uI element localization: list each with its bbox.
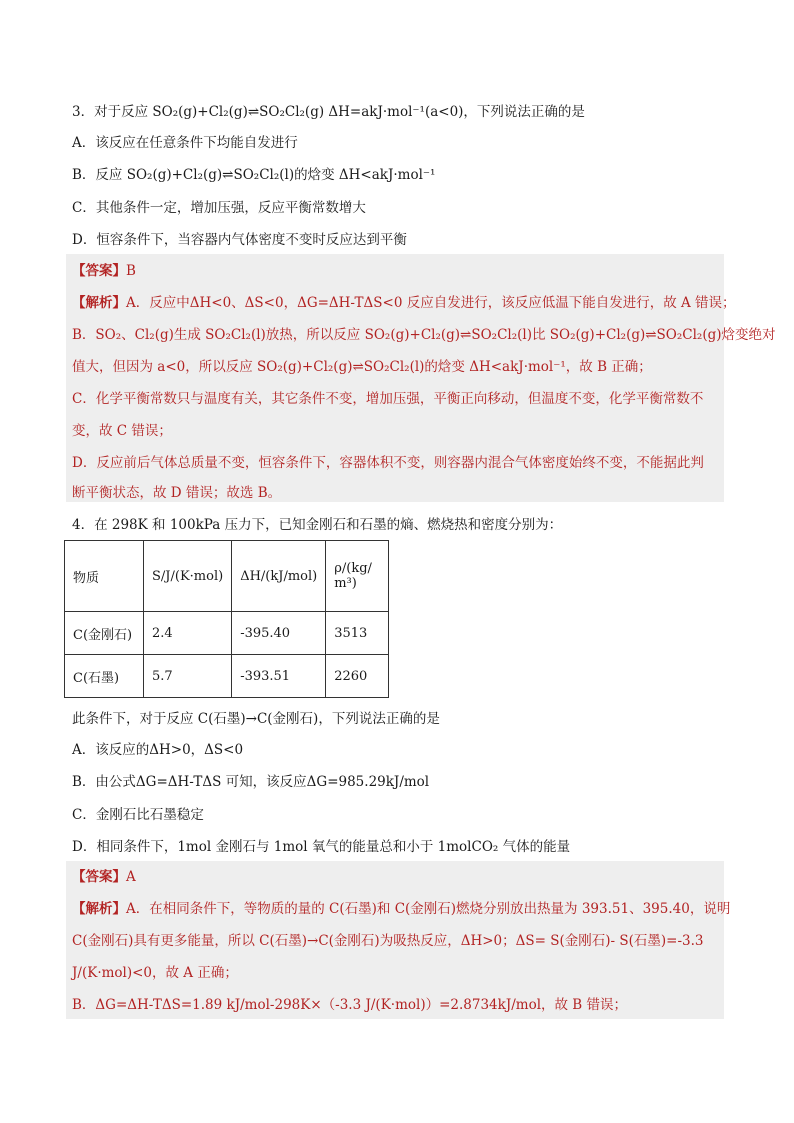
table-cell: C(石墨) [65,655,144,698]
q4-option-d: D．相同条件下，1mol 金刚石与 1mol 氧气的能量总和小于 1molCO₂ 气体的能量 [72,839,571,855]
q3-option-b: B．反应 SO₂(g)+Cl₂(g)⇌SO₂Cl₂(l)的焓变 ΔH<akJ·mol⁻¹ [72,167,436,183]
q3-answer [72,262,136,280]
table-row [65,655,389,698]
q3-analysis-line: 断平衡状态，故 D 错误；故选 B。 [72,485,282,501]
q4-question: 此条件下，对于反应 C(石墨)→C(金刚石)，下列说法正确的是 [72,711,440,727]
q4-answer [72,868,136,886]
q3-answer-value: B [126,263,136,279]
q4-option-b: B．由公式ΔG=ΔH-TΔS 可知，该反应ΔG=985.29kJ/mol [72,774,430,790]
table-header-row [65,541,389,612]
q3-analysis-tag: 【解析】 [72,295,126,311]
table-cell: C(金刚石) [65,612,144,655]
q4-answer-value: A [126,869,136,885]
q4-analysis-line: B．ΔG=ΔH-TΔS=1.89 kJ/mol-298K×（-3.3 J/(K·mol)）=2.8734kJ/mol，故 B 错误； [72,997,628,1013]
q3-option-c: C．其他条件一定，增加压强，反应平衡常数增大 [72,200,366,216]
q4-option-a: A．该反应的ΔH>0，ΔS<0 [72,742,244,758]
table-header-cell: S/J/(K·mol) [144,541,232,612]
table-header-cell: ΔH/(kJ/mol) [232,541,326,612]
table-cell: 5.7 [144,655,232,698]
q3-analysis-line: C．化学平衡常数只与温度有关，其它条件不变，增加压强，平衡正向移动，但温度不变，化学平衡常数不 [72,391,704,407]
q3-stem: 3．对于反应 SO₂(g)+Cl₂(g)⇌SO₂Cl₂(g) ΔH=akJ·mol⁻¹(a<0)，下列说法正确的是 [72,104,585,120]
table-row [65,612,389,655]
q3-analysis-line: D．反应前后气体总质量不变，恒容条件下，容器体积不变，则容器内混合气体密度始终不变，不能据此判 [72,455,704,471]
table-cell: 3513 [326,612,389,655]
q3-answer-tag: 【答案】 [72,263,126,279]
q4-stem: 4．在 298K 和 100kPa 压力下，已知金刚石和石墨的熵、燃烧热和密度分别为： [72,517,563,533]
table-cell: 2.4 [144,612,232,655]
q4-answer-tag: 【答案】 [72,869,126,885]
q3-analysis-line: 值大，但因为 a<0，所以反应 SO₂(g)+Cl₂(g)⇌SO₂Cl₂(l)的焓变 ΔH<akJ·mol⁻¹，故 B 正确； [72,359,652,375]
table-cell: -393.51 [232,655,326,698]
q4-analysis-line: J/(K·mol)<0，故 A 正确； [72,965,238,981]
q4-data-table [64,540,389,698]
table-header-cell: ρ/(kg/m³) [326,541,389,612]
q3-analysis-line: 变，故 C 错误； [72,423,172,439]
q3-analysis-line: 【解析】A．反应中ΔH<0、ΔS<0，ΔG=ΔH-TΔS<0 反应自发进行，该反应低温下能自发进行，故 A 错误； [72,295,736,311]
table-cell: 2260 [326,655,389,698]
q4-option-c: C．金刚石比石墨稳定 [72,807,204,823]
q4-analysis-tag: 【解析】 [72,901,126,917]
q3-analysis-line: B．SO₂、Cl₂(g)生成 SO₂Cl₂(l)放热，所以反应 SO₂(g)+Cl₂(g)⇌SO₂Cl₂(l)比 SO₂(g)+Cl₂(g)⇌SO₂Cl₂(g)焓变绝对 [72,327,776,343]
q4-analysis-line: C(金刚石)具有更多能量，所以 C(石墨)→C(金刚石)为吸热反应，ΔH>0；ΔS= S(金刚石)- S(石墨)=-3.3 [72,933,704,949]
q3-option-d: D．恒容条件下，当容器内气体密度不变时反应达到平衡 [72,232,407,248]
q4-analysis-line: 【解析】A．在相同条件下，等物质的量的 C(石墨)和 C(金刚石)燃烧分别放出热量为 393.51、395.40，说明 [72,901,731,917]
q3-option-a: A．该反应在任意条件下均能自发进行 [72,135,298,151]
table-cell: -395.40 [232,612,326,655]
table-header-cell: 物质 [65,541,144,612]
